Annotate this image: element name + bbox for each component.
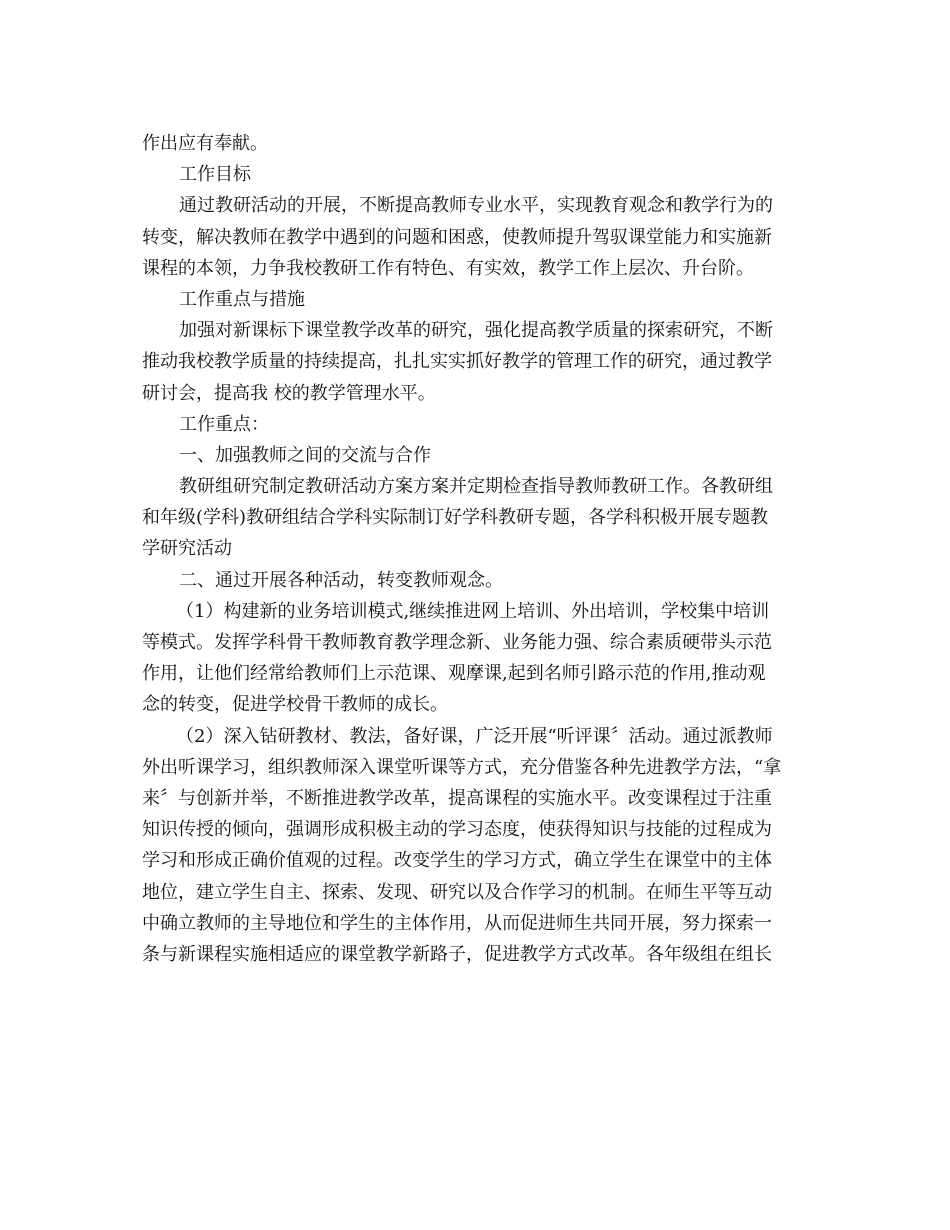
- text-line: 中确立教师的主导地位和学生的主体作用，从而促进师生共同开展，努力探索一: [142, 912, 772, 934]
- text-line: 学研究活动: [142, 538, 232, 560]
- text-line: 来〞与创新并举，不断推进教学改革，提高课程的实施水平。改变课程过于注重: [142, 787, 772, 809]
- sub-item-one: （1）构建新的业务培训模式,继续推进网上培训、外出培训，学校集中培训: [176, 600, 770, 622]
- text-line: 加强对新课标下课堂教学改革的研究，强化提高教学质量的探索研究，不断: [179, 320, 773, 342]
- list-heading-one: 一、加强教师之间的交流与合作: [179, 444, 431, 466]
- text-line: 作出应有奉献。: [142, 133, 268, 154]
- document-body: [142, 128, 806, 970]
- text-line: 转变，解决教师在教学中遇到的问题和困惑，使教师提升驾驭课堂能力和实施新: [142, 226, 772, 248]
- text-line: 等模式。发挥学科骨干教师教育教学理念新、业务能力强、综合素质硬带头示范: [142, 632, 772, 653]
- section-heading-focus: 工作重点：: [179, 413, 269, 435]
- section-heading-goals: 工作目标: [179, 164, 251, 186]
- text-line: 外出听课学习，组织教师深入课堂听课等方式，充分借鉴各种先进教学方法，“拿: [142, 756, 782, 778]
- text-line: 条与新课程实施相适应的课堂教学新路子，促进教学方式改革。各年级组在组长: [142, 943, 772, 965]
- text-line: 研讨会，提高我 校的教学管理水平。: [142, 382, 436, 404]
- text-line: 知识传授的倾向，强调形成积极主动的学习态度，使获得知识与技能的过程成为: [142, 819, 772, 841]
- text-line: 教研组研究制定教研活动方案方案并定期检查指导教师教研工作。各教研组: [179, 476, 773, 498]
- section-heading-focus-measures: 工作重点与措施: [179, 288, 305, 310]
- text-line: 学习和形成正确价值观的过程。改变学生的学习方式，确立学生在课堂中的主体: [142, 850, 772, 872]
- list-heading-two: 二、通过开展各种活动，转变教师观念。: [179, 569, 503, 591]
- text-line: 课程的本领，力争我校教研工作有特色、有实效，教学工作上层次、升台阶。: [142, 257, 754, 279]
- text-line: 念的转变，促进学校骨干教师的成长。: [142, 694, 448, 716]
- text-line: 和年级(学科)教研组结合学科实际制订好学科教研专题，各学科积极开展专题教: [142, 507, 769, 529]
- text-line: 通过教研活动的开展，不断提高教师专业水平，实现教育观念和教学行为的: [179, 195, 773, 217]
- sub-item-two: （2）深入钻研教材、教法，备好课，广泛开展“听评课〞活动。通过派教师: [176, 725, 773, 747]
- text-line: 作用，让他们经常给教师们上示范课、观摩课,起到名师引路示范的作用,推动观: [142, 663, 766, 685]
- text-line: 地位，建立学生自主、探索、发现、研究以及合作学习的机制。在师生平等互动: [142, 881, 772, 903]
- text-line: 推动我校教学质量的持续提高，扎扎实实抓好教学的管理工作的研究，通过教学: [142, 351, 772, 373]
